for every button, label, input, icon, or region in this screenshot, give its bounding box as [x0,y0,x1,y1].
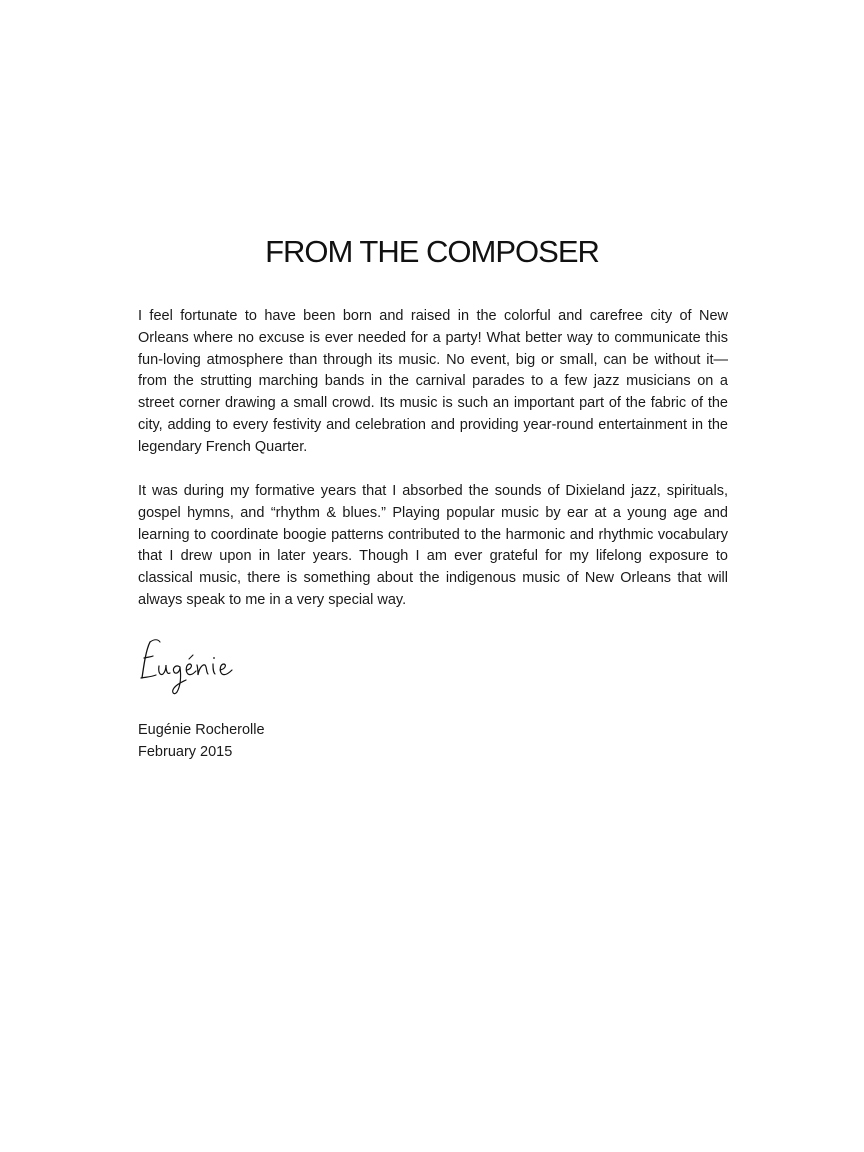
handwritten-signature [136,630,246,700]
body-paragraph: I feel fortunate to have been born and raised in the colorful and carefree city of New Orleans where no excuse is ever needed for a party! What better way to communicate this fun-loving atmosphere than through its music. No event, big or small, can be without it—from the strutting marching bands in the carnival parades to a few jazz musicians on a street corner drawing a small crowd. Its music is such an important part of the fabric of the city, adding to every festivity and celebration and providing year-round entertainment in the legendary French Quarter. [138,308,728,455]
body-paragraph: It was during my formative years that I absorbed the sounds of Dixieland jazz, spirituals, gospel hymns, and “rhythm & blues.” Playing popular music by ear at a young age and learning to coordinate boogie patterns contributed to the harmonic and rhythmic vocabulary that I drew upon in later years. Though I am ever grateful for my lifelong exposure to classical music, there is something about the indigenous music of New Orleans that will always speak to me in a very special way. [138,483,728,608]
date: February 2015 [138,744,233,760]
closing-block [138,719,265,763]
page-title: FROM THE COMPOSER [265,234,599,269]
author-name: Eugénie Rocherolle [138,722,265,738]
